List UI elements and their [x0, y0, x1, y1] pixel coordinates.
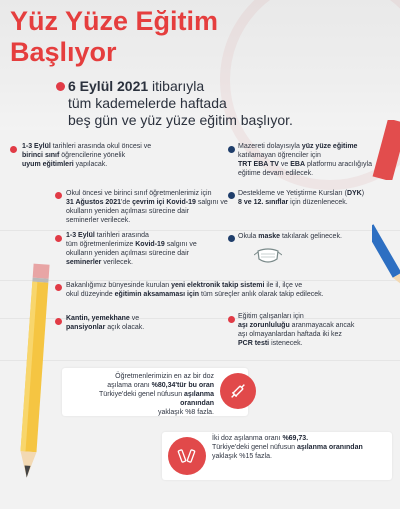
lead-date: 6 Eylül 2021 — [68, 78, 149, 94]
bullet-dot — [55, 284, 62, 291]
bullet-dot — [56, 82, 65, 91]
syringe-icon — [220, 373, 256, 409]
lead-text — [68, 78, 328, 129]
bullet-dot — [55, 318, 62, 325]
stat-two-dose-text: İki doz aşılanma oranı %69,73. Türkiye'deki genel nüfusun aşılanma oranından yaklaşık %15 fazla. — [212, 435, 363, 460]
info-item-pcr: Eğitim çalışanları için aşı zorunluluğu aranmayacak ancak aşı olmayanlardan haftada iki kez PCR testi istenecek. — [238, 313, 355, 347]
info-item-eba: Mazereti dolayısıyla yüz yüze eğitime katılamayan öğrenciler için TRT EBA TV ve EBA platformu aracılığıyla eğitime devam edilecek. — [238, 143, 372, 177]
title-line2: Başlıyor — [10, 37, 117, 67]
red-ruler-icon — [370, 120, 400, 180]
stat-one-dose-text: Öğretmenlerimizin en az bir doz aşılama oranı %80,34'tür bu oran Türkiye'deki genel nüfusun aşılanma oranından yaklaşık %8 fazla. — [99, 373, 214, 416]
bullet-dot — [55, 235, 62, 242]
title-line1: Yüz Yüze Eğitim — [10, 6, 219, 36]
info-item-seminar-online: Okul öncesi ve birinci sınıf öğretmenlerimiz için 31 Ağustos 2021'de çevrim içi Kovid-19 salgını ve okulların yeniden açılması sürecine dair seminerler verilecek. — [66, 190, 228, 224]
info-item-uyum: 1-3 Eylül tarihleri arasında okul öncesi ve birinci sınıf öğrencilerine yönelik uyum eğitimleri yapılacak. — [22, 143, 152, 168]
lead-line3: beş gün ve yüz yüze eğitim başlıyor. — [68, 112, 293, 128]
pencil-icon — [14, 258, 56, 488]
mask-icon — [254, 246, 282, 266]
bullet-dot — [228, 316, 235, 323]
lead-rest: itibarıyla — [148, 78, 205, 94]
lead-line2: tüm kademelerde haftada — [68, 95, 227, 111]
bullet-dot — [10, 146, 17, 153]
bullet-dot — [55, 192, 62, 199]
bullet-dot — [228, 192, 235, 199]
info-item-dyk: Destekleme ve Yetiştirme Kursları (DYK) 8 ve 12. sınıflar için düzenlenecek. — [238, 190, 365, 206]
info-item-tracking: Bakanlığımız bünyesinde kurulan yeni elektronik takip sistemi ile il, ilçe ve okul düzeyinde eğitimin aksamaması için tüm süreçler anlık olarak takip edilecek. — [66, 282, 324, 298]
blue-pencil-icon — [372, 214, 400, 294]
info-item-canteen: Kantin, yemekhane ve pansiyonlar açık olacak. — [66, 315, 145, 331]
bullet-dot — [228, 235, 235, 242]
vials-icon — [168, 437, 206, 475]
page-title — [10, 6, 270, 68]
bullet-dot — [228, 146, 235, 153]
info-item-seminar-teachers: 1-3 Eylül tarihleri arasında tüm öğretmenlerimize Kovid-19 salgını ve okulların yeniden açılması sürecine dair seminerler verilecek. — [66, 232, 197, 266]
divider — [0, 360, 400, 361]
info-item-mask: Okula maske takılarak gelinecek. — [238, 233, 342, 240]
